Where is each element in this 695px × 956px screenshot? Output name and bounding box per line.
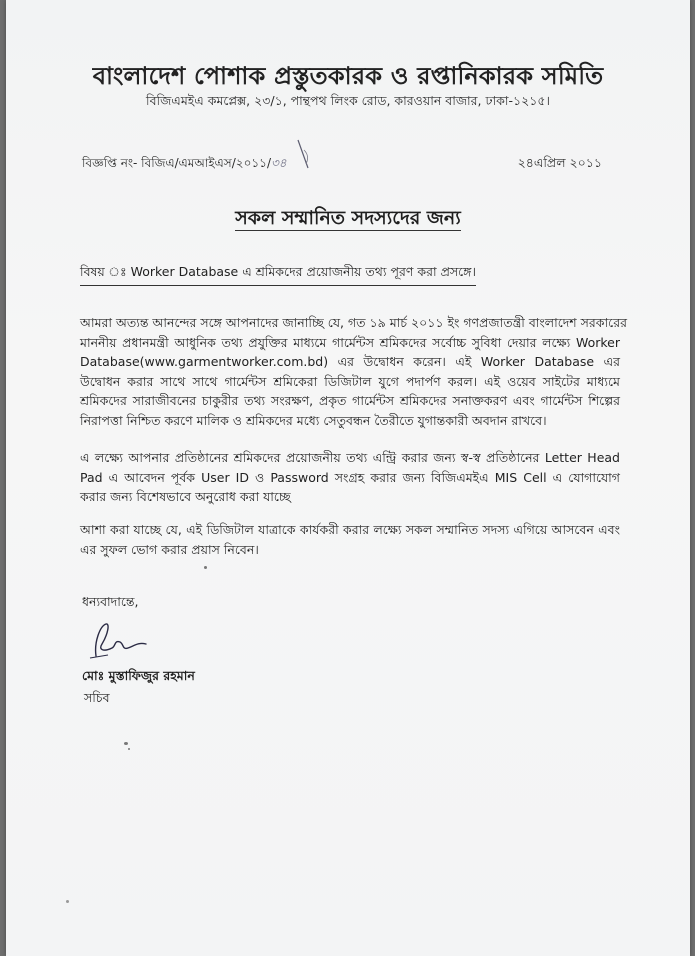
paragraph-line: শ্রমিকদের সারাজীবনের চাকুরীর তথ্য সংরক্ষণ, প্রকৃত গার্মেন্টস শ্রমিকদের সনাক্তকরণ এবং গার্মেন্টস শিল্পের bbox=[80, 393, 620, 408]
org-name: বাংলাদেশ পোশাক প্রস্তুতকারক ও রপ্তানিকারক সমিতি bbox=[92, 62, 604, 90]
paragraph-line: আমরা অত্যন্ত আনন্দের সঙ্গে আপনাদের জানাচ্ছি যে, গত ১৯ মার্চ ২০১১ ইং গণপ্রজাতন্ত্রী বাংলাদেশ সরকারের bbox=[80, 315, 627, 330]
signature-image bbox=[86, 618, 166, 662]
paragraph-line: এর সুফল ভোগ করার প্রয়াস নিবেন। bbox=[80, 541, 259, 557]
headline bbox=[6, 204, 690, 236]
memo-ref-label: বিজ্ঞপ্তি নং- বিজিএ/এমআইএস/২০১১/ bbox=[82, 156, 271, 170]
body-paragraph-1 bbox=[80, 313, 627, 430]
subject-line: বিষয় ঃ Worker Database এ শ্রমিকদের প্রয়োজনীয় তথ্য পূরণ করা প্রসঙ্গে। bbox=[80, 264, 476, 286]
paragraph-line: করার জন্য বিশেষভাবে অনুরোধ করা যাচ্ছে bbox=[80, 489, 291, 504]
headline-text: সকল সম্মানিত সদস্যদের জন্য bbox=[235, 207, 461, 229]
memo-date: ২৪এপ্রিল ২০১১ bbox=[517, 155, 602, 170]
paragraph-line: উদ্বোধন করার সাথে সাথে গার্মেন্টস শ্রমিকেরা ডিজিটাল যুগে পদার্পণ করল। এই ওয়েব সাইটের মাধ্যমে bbox=[80, 373, 620, 389]
letter-page bbox=[6, 0, 690, 956]
paragraph-line: Database(www.garmentworker.com.bd) এর উদ্বোধন করেন। এই Worker Database এর bbox=[80, 354, 620, 369]
paragraph-line: আশা করা যাচ্ছে যে, এই ডিজিটাল যাত্রাকে কার্যকরী করার লক্ষ্যে সকল সম্মানিত সদস্য এগিয়ে আসবেন এবং bbox=[80, 522, 620, 537]
body-paragraph-3 bbox=[80, 520, 620, 559]
memo-ref-number: ৩৪ bbox=[270, 156, 287, 170]
pen-mark bbox=[294, 136, 318, 176]
signer-title: সচিব bbox=[84, 690, 110, 705]
signer-name: মোঃ মুস্তাফিজুর রহমান bbox=[82, 668, 195, 683]
scan-speck bbox=[66, 900, 69, 903]
closing-salutation: ধন্যবাদান্তে, bbox=[82, 594, 139, 609]
scan-speck bbox=[124, 742, 128, 745]
paragraph-line: মাননীয় প্রধানমন্ত্রী আধুনিক তথ্য প্রযুক্তির মাধ্যমে গার্মেন্টস শ্রমিকদের সর্বোচ্চ সুবিধা দেয়ার লক্ষ্যে Worker bbox=[80, 334, 620, 350]
body-paragraph-2 bbox=[80, 448, 620, 507]
paragraph-line: এ লক্ষ্যে আপনার প্রতিষ্ঠানের শ্রমিকদের প্রয়োজনীয় তথ্য এন্ট্রি করার জন্য স্ব-স্ব প্রতিষ্ঠানের Letter Head bbox=[80, 450, 620, 465]
scan-speck bbox=[128, 748, 130, 750]
paragraph-line: নিরাপত্তা নিশ্চিত করণে মালিক ও শ্রমিকদের মধ্যে সেতুবন্ধন তৈরীতে যুগান্তকারী অবদান রাখবে। bbox=[80, 412, 547, 428]
paragraph-line: Pad এ আবেদন পূর্বক User ID ও Password সংগ্রহ করার জন্য বিজিএমইএ MIS Cell এ যোগাযোগ bbox=[80, 469, 620, 485]
org-address: বিজিএমইএ কমপ্লেক্স, ২৩/১, পান্থপথ লিংক রোড, কারওয়ান বাজার, ঢাকা-১২১৫। bbox=[146, 93, 550, 108]
scan-speck bbox=[204, 566, 207, 569]
memo-reference bbox=[82, 155, 287, 175]
